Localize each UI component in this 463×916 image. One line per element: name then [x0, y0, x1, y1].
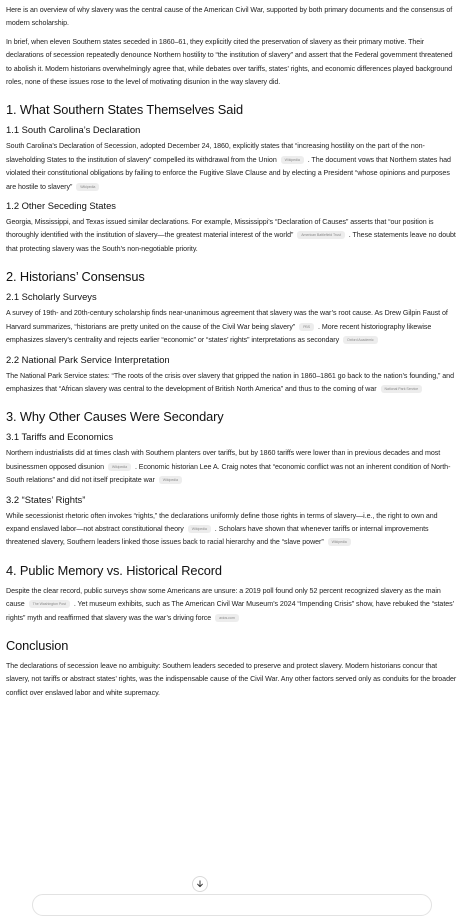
section-4-paragraph — [6, 585, 458, 625]
citation-chip[interactable]: American Battlefield Trust — [297, 231, 345, 239]
section-2-heading: 2. Historians’ Consensus — [6, 269, 145, 285]
paragraph-text: . More recent historiography likewise emphasizes slavery’s centrality and rejects earlier “economic” or “states’ rights” interpretations as secondary — [6, 322, 432, 345]
chat-response — [6, 0, 458, 705]
subsection-3-1-heading: 3.1 Tariffs and Economics — [6, 431, 114, 443]
arrow-down-icon — [196, 880, 204, 888]
intro-paragraph: Here is an overview of why slavery was the central cause of the American Civil War, supported by both primary documents and the consensus of modern scholarship. — [6, 6, 453, 28]
citation-chip[interactable]: Wikipedia — [188, 525, 211, 533]
paragraph-text: Georgia, Mississippi, and Texas issued similar declarations. For example, Mississippi’s “Declaration of Causes” asserts that “our position is thoroughly identified with the institution of slavery—the greatest material interest of the world” — [6, 218, 434, 240]
paragraph-text: . Yet museum exhibits, such as The American Civil War Museum’s 2024 “Impending Crisis” show, have rebuked the “states’ rights” myth and reaffirmed that slavery was the war’s driving force — [6, 600, 454, 622]
subsection-3-2-paragraph — [6, 510, 458, 550]
subsection-2-2-heading: 2.2 National Park Service Interpretation — [6, 353, 170, 365]
conclusion-paragraph: The declarations of secession leave no ambiguity: Southern leaders seceded to preserve and protect slavery. Modern historians concur that slavery, not tariffs or abstract states’ rights, was the indispensable cause of the Civil War. Any other factors served only as conduits for the broader conflict over enslaved labor and white supremacy. — [6, 661, 457, 697]
subsection-1-2-paragraph — [6, 216, 458, 256]
citation-chip[interactable]: Wikipedia — [281, 156, 304, 164]
citation-chip[interactable]: Wikipedia — [108, 463, 131, 471]
paragraph-text: . Scholars have shown that whenever tariffs or internal improvements threatened slavery, Southern leaders linked those issues back to racial hierarchy and the “slave power” — [6, 524, 429, 547]
subsection-2-1-heading: 2.1 Scholarly Surveys — [6, 291, 97, 303]
subsection-2-1-paragraph — [6, 307, 458, 347]
subsection-1-2-heading: 1.2 Other Seceding States — [6, 200, 116, 212]
citation-chip[interactable]: PBS — [299, 323, 314, 331]
citation-chip[interactable]: Oxford Academic — [343, 336, 378, 344]
scroll-to-bottom-button[interactable] — [192, 876, 208, 892]
conclusion-heading: Conclusion — [6, 637, 69, 653]
paragraph-text: Despite the clear record, public surveys show some Americans are unsure: a 2019 poll found only 52 percent recognized slavery as the main cause — [6, 586, 441, 609]
paragraph-text: . The document vows that Northern states had violated their constitutional obligations by failing to enforce the Fugitive Slave Clause and by electing a President “whose opinions and purposes are hostile to slavery” — [6, 155, 451, 191]
paragraph-text: . These statements leave no doubt that protecting slavery was the South’s non-negotiable priority. — [6, 231, 456, 253]
subsection-1-1-heading: 1.1 South Carolina’s Declaration — [6, 124, 141, 136]
message-composer[interactable] — [32, 894, 432, 916]
citation-chip[interactable]: axios.com — [215, 614, 239, 622]
citation-chip[interactable]: The Washington Post — [29, 600, 70, 608]
section-3-heading: 3. Why Other Causes Were Secondary — [6, 409, 224, 425]
subsection-3-1-paragraph — [6, 447, 458, 487]
section-1-heading: 1. What Southern States Themselves Said — [6, 102, 243, 118]
citation-chip[interactable]: National Park Service — [381, 385, 423, 393]
subsection-2-2-paragraph — [6, 370, 458, 397]
paragraph-text: The National Park Service states: “The roots of the crisis over slavery that gripped the nation in 1860–1861 go back to the nation’s founding,” and emphasizes that “African slavery was central to the development of British North America” and thus to the coming of war — [6, 371, 454, 393]
paragraph-text: South Carolina’s Declaration of Secession, adopted December 24, 1860, explicitly states that “increasing hostility on the part of the non-slaveholding States to the institution of slavery” compelled its withdrawal from the Union — [6, 142, 425, 164]
paragraph-text: Northern industrialists did at times clash with Southern planters over tariffs, but by 1860 tariffs were lower than in previous decades and most businessmen opposed disunion — [6, 449, 441, 471]
section-4-heading: 4. Public Memory vs. Historical Record — [6, 562, 222, 578]
subsection-1-1-paragraph — [6, 140, 458, 194]
citation-chip[interactable]: Wikipedia — [159, 476, 182, 484]
subsection-3-2-heading: 3.2 “States’ Rights” — [6, 493, 86, 505]
citation-chip[interactable]: Wikipedia — [76, 183, 99, 191]
paragraph-text: While secessionist rhetoric often invokes “rights,” the declarations uniformly define those rights in terms of slavery—i.e., the right to own and expand enslaved labor—not abstract constitutional theory — [6, 511, 438, 533]
paragraph-text: . Economic historian Lee A. Craig notes that “economic conflict was not an inherent condition of North-South relations” and did not itself precipitate war — [6, 462, 451, 485]
citation-chip[interactable]: Wikipedia — [328, 538, 351, 546]
paragraph-text: A survey of 19th- and 20th-century scholarship finds near-unanimous agreement that slavery was the war’s root cause. As Drew Gilpin Faust of Harvard summarizes, “historians are pretty united on the cause of the Civil War being slavery” — [6, 309, 448, 331]
summary-paragraph: In brief, when eleven Southern states seceded in 1860–61, they explicitly cited the preservation of slavery as their primary motive. Their declarations of secession repeatedly denounce Northern hostility to “the institution of slavery” and assert that the Federal government threatened to abolish it. Modern historians overwhelmingly agree that, while debates over tariffs, states’ rights, and economic differences played background roles, none of these issues rose to the level of motivating disunion in the way slavery did. — [6, 37, 453, 87]
